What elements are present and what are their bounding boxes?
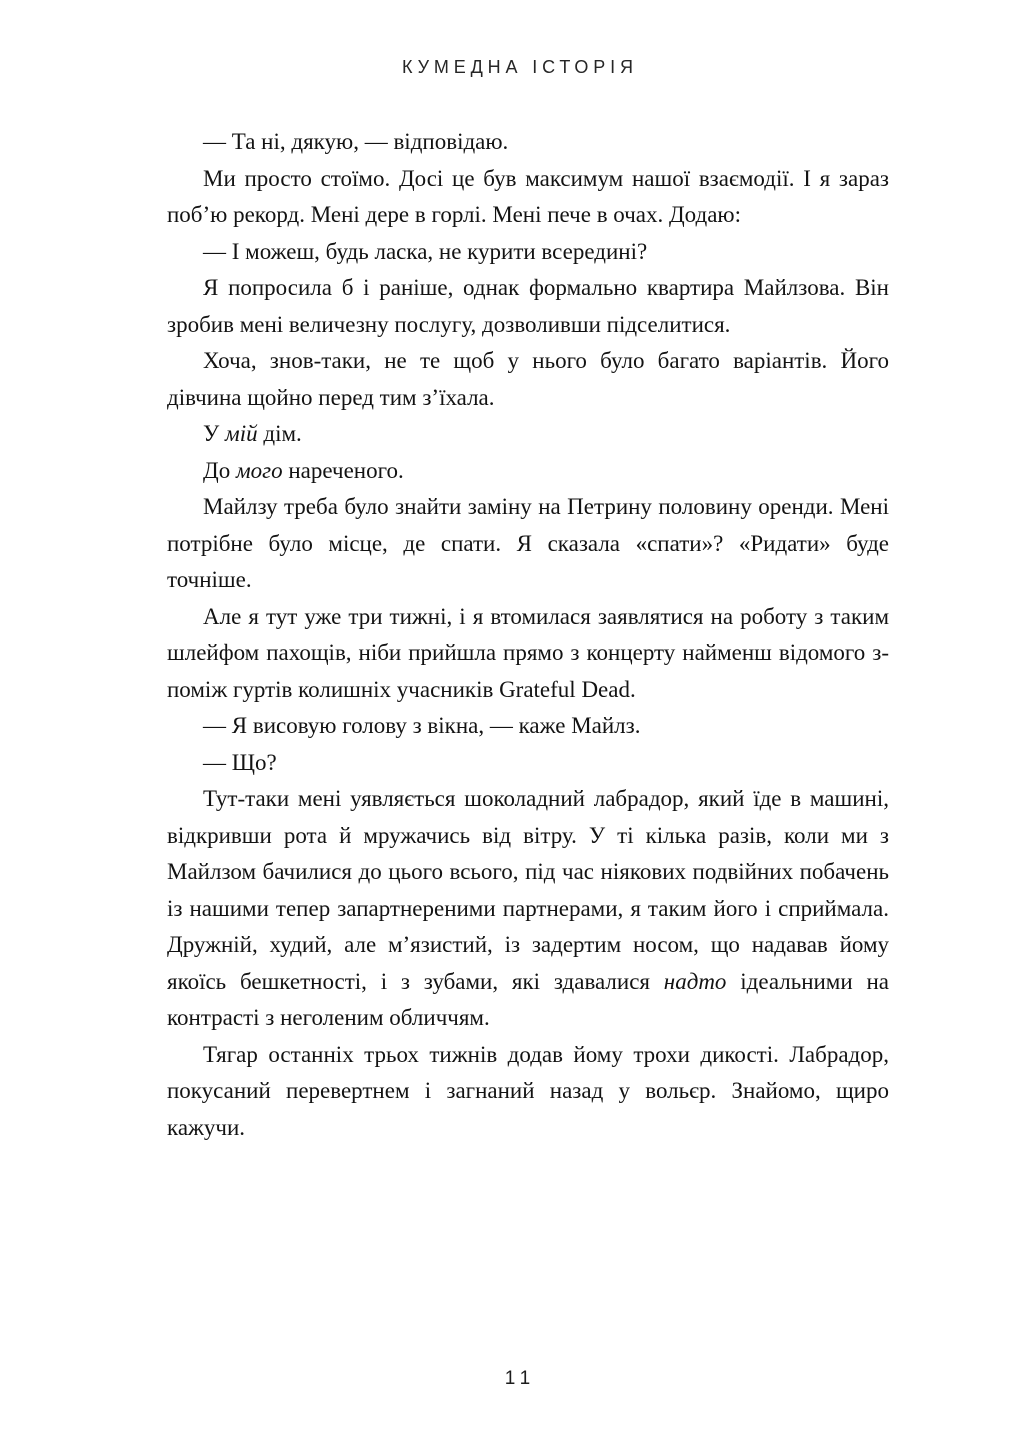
text-segment: — Що?	[203, 749, 277, 775]
paragraph	[167, 453, 889, 490]
paragraph	[167, 343, 889, 416]
text-segment: — Та ні, дякую, — відповідаю.	[203, 129, 509, 154]
paragraph	[167, 161, 889, 234]
text-segment: — Я висовую голову з вікна, — каже Майлз.	[203, 713, 641, 738]
running-header: КУМЕДНА ІСТОРІЯ	[402, 57, 638, 77]
paragraph	[167, 708, 889, 745]
text-segment: У	[203, 421, 226, 446]
text-segment: дім.	[257, 421, 302, 446]
text-segment: Але я тут уже три тижні, і я втомилася заявлятися на роботу з таким шлейфом пахощів, ніби прийшла прямо з концерту найменш відомого з-поміж гуртів колишніх учасників Grateful Dead.	[167, 603, 889, 702]
text-segment: — І можеш, будь ласка, не курити всередині?	[203, 238, 648, 264]
italic-text-segment: надто	[663, 968, 727, 994]
text-segment: Тягар останніх трьох тижнів додав йому трохи дикості. Лабрадор, покусаний перевертнем і загнаний назад у вольєр. Знайомо, щиро кажучи.	[167, 1041, 889, 1140]
text-segment: Майлзу треба було знайти заміну на Петрину половину оренди. Мені потрібне було місце, де спати. Я сказала «спати»? «Ридати» буде точніше.	[167, 494, 889, 592]
paragraph	[167, 234, 889, 271]
paragraph	[167, 781, 889, 1037]
text-segment: Я попросила б і раніше, однак формально квартира Майлзова. Він зробив мені величезну послугу, дозволивши підселитися.	[167, 275, 889, 337]
paragraph	[167, 270, 889, 343]
paragraph	[167, 1037, 889, 1147]
italic-text-segment: мій	[225, 421, 258, 446]
paragraph	[167, 489, 889, 599]
page-number: 11	[504, 1368, 536, 1389]
paragraph	[167, 124, 889, 161]
text-segment: нареченого.	[282, 457, 404, 483]
text-segment: До	[203, 457, 236, 483]
italic-text-segment: мого	[235, 457, 283, 483]
paragraph	[167, 745, 889, 782]
paragraph	[167, 416, 889, 453]
text-segment: ідеальними на контрасті з неголеним обличчям.	[167, 968, 889, 1030]
paragraph	[167, 599, 889, 709]
text-block	[167, 124, 889, 1146]
text-segment: Хоча, знов-таки, не те щоб у нього було багато варіантів. Його дівчина щойно перед тим з’їхала.	[167, 348, 889, 410]
text-segment: Ми просто стоїмо. Досі це був максимум нашої взаємодії. І я зараз поб’ю рекорд. Мені дере в горлі. Мені пече в очах. Додаю:	[167, 165, 889, 227]
text-segment: Тут-таки мені уявляється шоколадний лабрадор, який їде в машині, відкривши рота й мружачись від вітру. У ті кілька разів, коли ми з Майлзом бачилися до цього всього, під час ніякових подвійних побачень із нашими тепер запартнереними партнерами, я таким його і сприймала. Дружній, худий, але м’язистий, із задертим носом, що надавав йому якоїсь бешкетності, і з зубами, які здавалися	[167, 786, 889, 994]
